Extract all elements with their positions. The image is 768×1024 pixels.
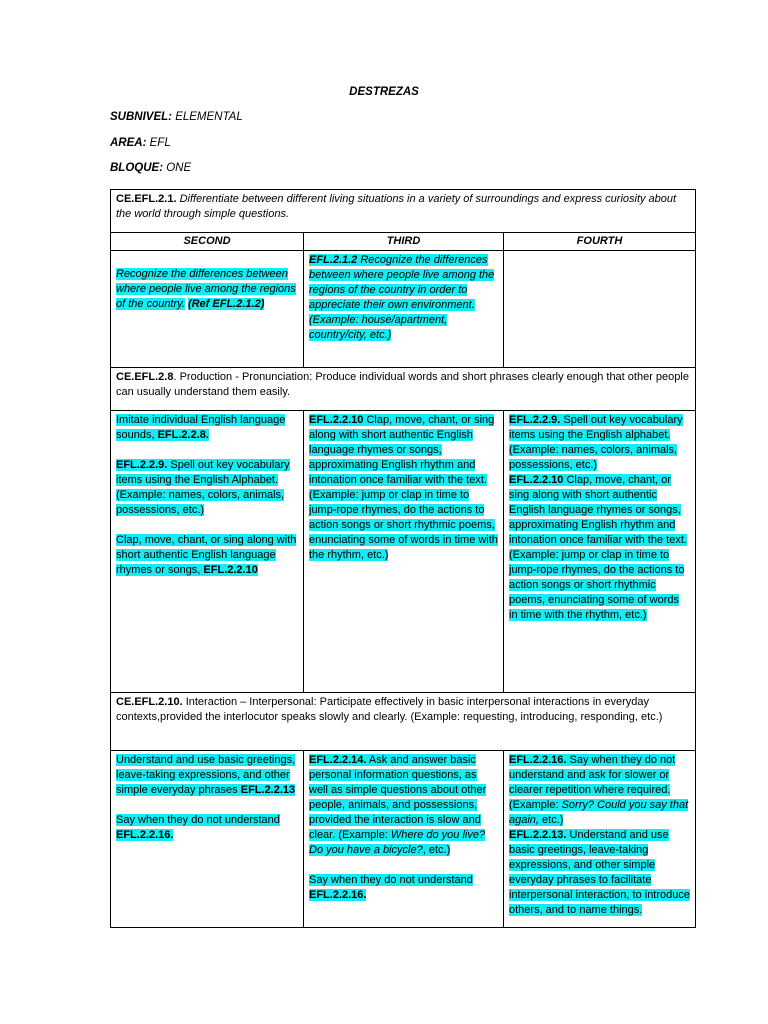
cell-fourth (504, 411, 696, 693)
skill-text: Imitate individual English language sounds, (116, 414, 286, 441)
criterion-cell (111, 190, 696, 233)
criterion-text: . Production - Pronunciation: Produce individual words and short phrases clearly enough that other people can usually understand them easily. (116, 371, 689, 398)
bloque-line (110, 162, 191, 174)
cell-third (304, 251, 504, 368)
criterion-row (111, 368, 696, 411)
skill-text: Clap, move, chant, or sing along with short authentic English language rhymes or songs, approximating English rhythm and intonation once familiar with the text. (Example: jump or clap in time to jump-rope rhymes, do the actions to action songs or short rhythmic poems, enunciating some of words in time with the rhythm, etc.) (509, 474, 687, 621)
skill-text: Clap, move, chant, or sing along with short authentic English language rhymes or songs, (116, 534, 297, 576)
skill-code: EFL.2.2.13. (509, 829, 567, 841)
skill-ref: (Ref EFL.2.1.2) (187, 298, 265, 310)
skill-code: EFL.2.2.16. (116, 829, 174, 841)
cell-third (304, 411, 504, 693)
criterion-code: CE.EFL.2.10. (116, 696, 183, 708)
cell-second (111, 251, 304, 368)
skill-code: EFL.2.2.9. (509, 414, 561, 426)
criterion-cell (111, 693, 696, 751)
skill-code: EFL.2.2.16. (309, 889, 367, 901)
bloque-value: ONE (166, 162, 192, 174)
skill-text: Recognize the differences between where people live among the regions of the country. (116, 268, 296, 310)
skills-row (111, 251, 696, 368)
col-header-second: SECOND (111, 233, 304, 251)
subnivel-value: ELEMENTAL (175, 111, 243, 123)
skill-text: Say when they do not understand and ask for slower or clearer repetition where required. (Example: (509, 754, 676, 811)
criterion-row (111, 693, 696, 751)
skills-row (111, 751, 696, 928)
col-header-fourth: FOURTH (504, 233, 696, 251)
skill-code: EFL.2.2.16. (509, 754, 567, 766)
criterion-code: CE.EFL.2.1. (116, 193, 177, 205)
skill-text: Understand and use basic greetings, leave-taking expressions, and other simple everyday phrases to facilitate interpersonal interaction, to introduce others, and to name things. (509, 829, 690, 916)
page-title: DESTREZAS (349, 86, 419, 98)
skill-text: , etc.) (422, 844, 451, 856)
skill-code: EFL.2.2.10 (509, 474, 564, 486)
cell-third (304, 751, 504, 928)
skill-example: Where do you live? Do you have a bicycle? (309, 829, 486, 856)
column-header-row (111, 233, 696, 251)
criterion-text: Interaction – Interpersonal: Participate effectively in basic interpersonal interactions in everyday contexts,provided the interlocutor speaks slowly and clearly. (Example: requesting, introducing, responding, etc.) (116, 696, 663, 723)
cell-fourth (504, 251, 696, 368)
cell-second (111, 751, 304, 928)
skill-code: EFL.2.2.10 (203, 564, 258, 576)
cell-fourth (504, 751, 696, 928)
skill-code: EFL.2.2.10 (309, 414, 364, 426)
skill-example: Sorry? Could you say that again, (509, 799, 689, 826)
skill-code: EFL.2.2.8. (157, 429, 209, 441)
area-line (110, 137, 171, 149)
skill-code: EFL.2.2.9. (116, 459, 168, 471)
subnivel-line (110, 111, 243, 123)
subnivel-label: SUBNIVEL: (110, 111, 172, 123)
skill-text: etc.) (538, 814, 564, 826)
skill-text: Spell out key vocabulary items using the English alphabet. (Example: names, colors, animals, possessions, etc.) (509, 414, 683, 471)
skill-code: EFL.2.2.14. (309, 754, 367, 766)
skill-text: Recognize the differences between where people live among the regions of the country in order to appreciate their own environment. (Example: house/apartment, country/city, etc.) (309, 254, 495, 341)
skill-code: EFL.2.2.13 (240, 784, 296, 796)
col-header-third: THIRD (304, 233, 504, 251)
skill-text: Spell out key vocabulary items using the English Alphabet. (Example: names, colors, animals, possessions, etc.) (116, 459, 290, 516)
criterion-code: CE.EFL.2.8 (116, 371, 174, 383)
skill-text: Clap, move, chant, or sing along with short authentic English language rhymes or songs, approximating English rhythm and intonation once familiar with the text. (Example: jump or clap in time to jump-rope rhymes, do the actions to action songs or short rhythmic poems, enunciating some of words in time with the rhythm, etc.) (309, 414, 498, 561)
skill-code: EFL.2.1.2 (309, 254, 358, 266)
criterion-text: Differentiate between different living situations in a variety of surroundings and express curiosity about the world through simple questions. (116, 193, 677, 220)
skill-text: Say when they do not understand (116, 814, 280, 826)
skills-row (111, 411, 696, 693)
skills-table (110, 189, 696, 928)
bloque-label: BLOQUE: (110, 162, 164, 174)
criterion-row (111, 190, 696, 233)
cell-second (111, 411, 304, 693)
skill-text: Ask and answer basic personal information questions, as well as simple questions about other people, animals, and possessions, provided the interaction is slow and clear. (Example: (309, 754, 487, 841)
area-label: AREA: (110, 137, 147, 149)
area-value: EFL (149, 137, 171, 149)
skill-text: Say when they do not understand (309, 874, 473, 886)
criterion-cell (111, 368, 696, 411)
skill-text: Understand and use basic greetings, leave-taking expressions, and other simple everyday phrases (116, 754, 296, 796)
